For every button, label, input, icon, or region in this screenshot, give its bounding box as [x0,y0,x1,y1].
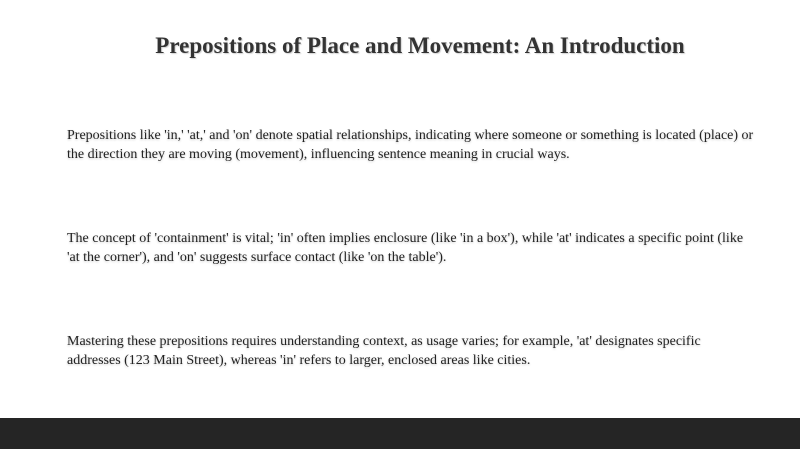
paragraph-containment: The concept of 'containment' is vital; 'in' often implies enclosure (like 'in a box'), while 'at' indicates a specific point (like 'at the corner'), and 'on' suggests surface contact (like 'on the table'). [67,231,744,265]
paragraph-context: Mastering these prepositions requires understanding context, as usage varies; for example, 'at' designates specific addresses (123 Main Street), whereas 'in' refers to larger, enclosed areas like cities. [67,334,701,368]
slide-title: Prepositions of Place and Movement: An Introduction [155,33,685,58]
footer-bar [0,418,800,449]
paragraph-place-movement: Prepositions like 'in,' 'at,' and 'on' denote spatial relationships, indicating where someone or something is located (place) or the direction they are moving (movement), influencing sentence meaning in crucial ways. [67,128,754,162]
